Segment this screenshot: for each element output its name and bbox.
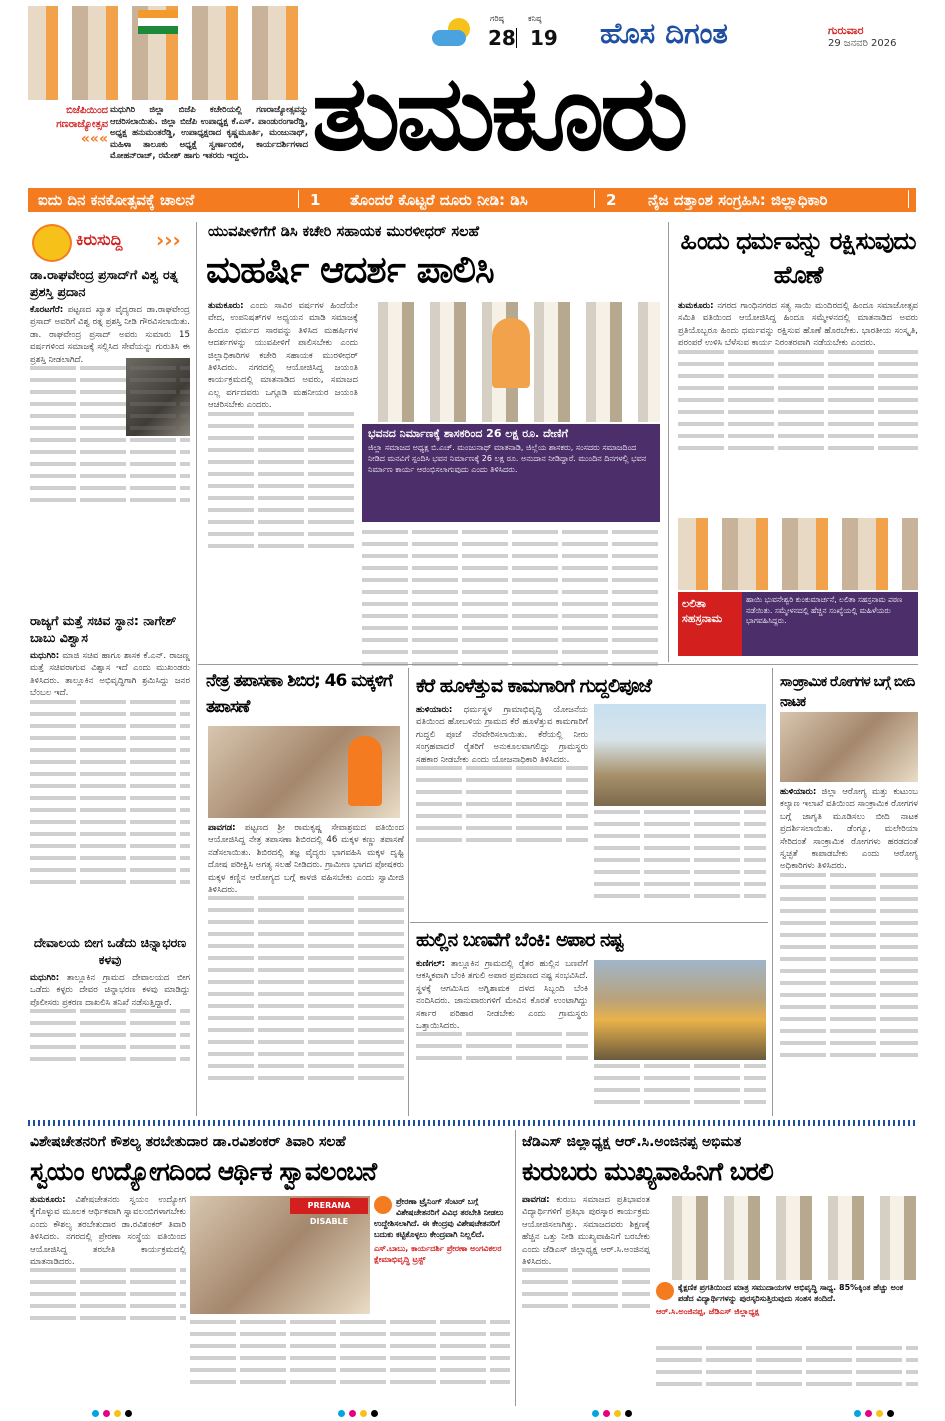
hand-icon	[32, 224, 72, 262]
eye-camp-photo	[208, 726, 400, 818]
registration-marks-far	[854, 1410, 894, 1417]
left-item-3-text: ಮಧುಗಿರಿ: ತಾಲ್ಲೂಕಿನ ಗ್ರಾಮದ ದೇವಾಲಯದ ಬೀಗ ಒಡೆದು ಕಳ್ಳರು ದೇವರ ಚಿನ್ನಾಭರಣ ಕಳವು ಮಾಡಿದ್ದು ಪೊಲೀಸರು ಪ್ರಕರಣ ದಾಖಲಿಸಿ ತನಿಖೆ ನಡೆಸುತ್ತಿದ್ದಾರೆ.	[30, 972, 190, 1112]
bottom-left-text-col2	[190, 1320, 510, 1404]
right-text: ತುಮಕೂರು: ನಗರದ ಗಾಂಧಿನಗರದ ಸತ್ಯ ಸಾಯಿ ಮಂದಿರದಲ್ಲಿ ಹಿಂದೂ ಸಮಾಜೋತ್ಸವ ಸಮಿತಿ ವತಿಯಿಂದ ಆಯೋಜಿಸಿದ್ದ ಹಿಂದೂ ಸಮ್ಮೇಳನದಲ್ಲಿ ಮಾತನಾಡಿದ ಅವರು ಪ್ರತಿಯೊಬ್ಬರೂ ಹಿಂದು ಧರ್ಮವನ್ನು ರಕ್ಷಿಸುವ ಹೊಣೆ ಹೊರಬೇಕು. ಭಾರತೀಯ ಸಂಸ್ಕೃತಿ, ಪರಂಪರೆ ಉಳಿಸಿ ಬೆಳೆಸುವ ಕಾರ್ಯ ನಿರಂತರವಾಗಿ ನಡೆಯಬೇಕು ಎಂದರು.	[678, 300, 918, 512]
brand-logo: ಹೊಸ ದಿಗಂತ	[600, 16, 728, 50]
right-headline: ಹಿಂದು ಧರ್ಮವನ್ನು ರಕ್ಷಿಸುವುದು ಹೊಣೆ	[680, 227, 916, 289]
lake-text-col1: ಹುಳಿಯಾರು: ಧರ್ಮಸ್ಥಳ ಗ್ರಾಮಾಭಿವೃದ್ಧಿ ಯೋಜನೆಯ ವತಿಯಿಂದ ಹೋಬಳಿಯ ಗ್ರಾಮದ ಕೆರೆ ಹೂಳೆತ್ತುವ ಕಾಮಗಾರಿಗೆ ಗುದ್ದಲಿ ಪೂಜೆ ನೆರವೇರಿಸಲಾಯಿತು. ಕೆರೆಯಲ್ಲಿ ನೀರು ಸಂಗ್ರಹವಾದರೆ ರೈತರಿಗೆ ಅನುಕೂಲವಾಗಲಿದ್ದು ಗ್ರಾಮಸ್ಥರು ಸಹಕಾರ ನೀಡಬೇಕು ಎಂದು ಯೋಜನಾಧಿಕಾರಿ ತಿಳಿಸಿದರು.	[416, 704, 588, 918]
drama-headline: ಸಾಂಕ್ರಾಮಿಕ ರೋಗಗಳ ಬಗ್ಗೆ ಬೀದಿ ನಾಟಕ	[780, 674, 915, 710]
bottom-right-headline: ಕುರುಬರು ಮುಖ್ಯವಾಹಿನಿಗೆ ಬರಲಿ	[522, 1157, 773, 1186]
ticker-item-2[interactable]: ತೊಂದರೆ ಕೊಟ್ಟರೆ ದೂರು ನೀಡಿ: ಡಿಸಿ	[350, 191, 528, 209]
kirusuddi-banner: ಕಿರುಸುದ್ದಿ ›››	[28, 220, 188, 262]
min-temp: 19	[530, 26, 558, 50]
headline-ticker	[28, 188, 931, 212]
drama-photo	[780, 712, 918, 782]
bottom-left-text-col1: ತುಮಕೂರು: ವಿಶೇಷಚೇತನರು ಸ್ವಯಂ ಉದ್ಯೋಗ ಕೈಗೊಳ್ಳುವ ಮೂಲಕ ಆರ್ಥಿಕವಾಗಿ ಸ್ವಾವಲಂಬಿಗಳಾಗಬೇಕು ಎಂದು ಕೌಶಲ್ಯ ತರಬೇತುದಾರ ಡಾ.ರವಿಶಂಕರ್ ತಿವಾರಿ ತಿಳಿಸಿದರು. ನಗರದಲ್ಲಿ ಪ್ರೇರಣಾ ಸಂಸ್ಥೆಯ ವತಿಯಿಂದ ಆಯೋಜಿಸಿದ್ದ ತರಬೇತಿ ಕಾರ್ಯಕ್ರಮದಲ್ಲಿ ಮಾತನಾಡಿದರು.	[30, 1194, 186, 1404]
bottom-right-highlight: ಕೈಕ್ಷಣಿಕ ಪ್ರಗತಿಯಿಂದ ಮಾತ್ರ ಸಮುದಾಯಗಳ ಅಭಿವೃದ್ಧಿ ಸಾಧ್ಯ. 85%ಕ್ಕಿಂತ ಹೆಚ್ಚು ಅಂಕ ಪಡೆದ ವಿದ್ಯಾರ್ಥಿಗಳನ್ನು ಪುರಸ್ಕರಿಸುತ್ತಿರುವುದು ಸಂತಸ ತಂದಿದೆ. ಆರ್.ಸಿ.ಅಂಜಿನಪ್ಪ, ಜೆಡಿಎಸ್ ಜಿಲ್ಲಾಧ್ಯಕ್ಷ	[656, 1283, 904, 1316]
lead-photo	[362, 302, 660, 422]
lead-text-col1: ತುಮಕೂರು: ಎಂದು ಸಾವಿರ ವರ್ಷಗಳ ಹಿಂದೆಯೇ ವೇದ, ಉಪನಿಷತ್‌ಗಳ ಅಧ್ಯಯನ ಮಾಡಿ ಸಮಾಜಕ್ಕೆ ಹಿಂದೂ ಧರ್ಮದ ಸಾರವನ್ನು ತಿಳಿಸಿದ ಮಹರ್ಷಿಗಳ ಆದರ್ಶಗಳನ್ನು ಯುವಪೀಳಿಗೆ ಪಾಲಿಸಬೇಕು ಎಂದು ಜಿಲ್ಲಾಧಿಕಾರಿಗಳ ಕಚೇರಿ ಸಹಾಯಕ ಮುರಳೀಧರ್ ತಿಳಿಸಿದರು. ನಗರದಲ್ಲಿ ಆಯೋಜಿಸಿದ್ದ ಜಯಂತಿ ಕಾರ್ಯಕ್ರಮದಲ್ಲಿ ಮಾತನಾಡಿದ ಅವರು, ಸಮಾಜದ ಎಲ್ಲ ವರ್ಗದವರು ಒಗ್ಗೂಡಿ ಮಹನೀಯರ ಜಯಂತಿ ಆಚರಿಸಬೇಕು ಎಂದರು.	[208, 300, 358, 640]
bottom-left-highlight: ಪ್ರೇರಣಾ ಟ್ರೈನಿಂಗ್ ಸೆಂಟರ್ ಬಗ್ಗೆ ವಿಶೇಷಚೇತನರಿಗೆ ವಿವಿಧ ತರಬೇತಿ ನೀಡಲು ಉದ್ದೇಶಿಸಲಾಗಿದೆ. ಈ ಕೇಂದ್ರವು ವಿಶೇಷಚೇತನರಿಗೆ ಬದುಕು ಕಟ್ಟಿಕೊಳ್ಳಲು ಕೇಂದ್ರವಾಗಿ ನಿಲ್ಲಲಿದೆ. ಎಸ್.ಬಾಬು, ಕಾರ್ಯದರ್ಶಿ ಪ್ರೇರಣಾ ಅಂಗವಿಕಲರ ಕ್ಷೇಮಾಭಿವೃದ್ಧಿ ಟ್ರಸ್ಟ್	[374, 1197, 504, 1264]
quote-icon	[656, 1282, 674, 1300]
statue-icon	[492, 318, 530, 388]
lead-kicker: ಯುವಪೀಳಿಗೆಗೆ ಡಿಸಿ ಕಚೇರಿ ಸಹಾಯಕ ಮುರಳೀಧರ್ ಸಲಹೆ	[208, 224, 480, 240]
bottom-right-photo	[656, 1196, 918, 1280]
bottom-right-kicker: ಜೆಡಿಎಸ್ ಜಿಲ್ಲಾಧ್ಯಕ್ಷ ಆರ್.ಸಿ.ಅಂಜಿನಪ್ಪ ಅಭಿಮತ	[522, 1134, 742, 1150]
right-photo	[678, 518, 918, 590]
registration-marks-mid	[338, 1410, 378, 1417]
fire-photo	[594, 960, 766, 1060]
eye-camp-text: ಪಾವಗಡ: ಪಟ್ಟಣದ ಶ್ರೀ ರಾಮಕೃಷ್ಣ ಸೇವಾಶ್ರಮದ ವತಿಯಿಂದ ಆಯೋಜಿಸಿದ್ದ ನೇತ್ರ ತಪಾಸಣಾ ಶಿಬಿರದಲ್ಲಿ 46 ಮಕ್ಕಳ ಕಣ್ಣು ತಪಾಸಣೆ ನಡೆಸಲಾಯಿತು. ಶಿಬಿರದಲ್ಲಿ ತಜ್ಞ ವೈದ್ಯರು ಭಾಗವಹಿಸಿ ಮಕ್ಕಳ ದೃಷ್ಟಿ ದೋಷ ಪರೀಕ್ಷಿಸಿ ಅಗತ್ಯ ಸಲಹೆ ನೀಡಿದರು. ಗ್ರಾಮೀಣ ಭಾಗದ ಪೋಷಕರು ಮಕ್ಕಳ ಕಣ್ಣಿನ ಆರೋಗ್ಯದ ಬಗ್ಗೆ ಕಾಳಜಿ ವಹಿಸಬೇಕು ಎಂದು ಸ್ವಾಮೀಜಿ ತಿಳಿಸಿದರು.	[208, 822, 404, 1114]
left-item-2-text: ಮಧುಗಿರಿ: ಮಾಜಿ ಸಚಿವ ಹಾಗೂ ಶಾಸಕ ಕೆ.ಎನ್. ರಾಜಣ್ಣ ಮತ್ತೆ ಸಚಿವರಾಗುವ ವಿಶ್ವಾಸ ಇದೆ ಎಂದು ಮುಖಂಡರು ತಿಳಿಸಿದರು. ತಾಲ್ಲೂಕಿನ ಅಭಿವೃದ್ಧಿಗಾಗಿ ಶ್ರಮಿಸಿದ್ದು ಜನರ ಬೆಂಬಲ ಇದೆ.	[30, 650, 190, 928]
lake-headline: ಕೆರೆ ಹೂಳೆತ್ತುವ ಕಾಮಗಾರಿಗೆ ಗುದ್ದಲಿಪೂಜೆ	[416, 675, 652, 697]
sun-cloud-icon	[432, 18, 474, 48]
left-item-1-text: ಕೊರಟಗೆರೆ: ಪಟ್ಟಣದ ಖ್ಯಾತ ವೈದ್ಯರಾದ ಡಾ.ರಾಘವೇಂದ್ರ ಪ್ರಸಾದ್ ಅವರಿಗೆ ವಿಶ್ವ ರತ್ನ ಪ್ರಶಸ್ತಿ ನೀಡಿ ಗೌರವಿಸಲಾಯಿತು. ಡಾ. ರಾಘವೇಂದ್ರ ಪ್ರಸಾದ್ ಅವರು ಸುಮಾರು 15 ವರ್ಷಗಳಿಂದ ಸಮಾಜಕ್ಕೆ ಸಲ್ಲಿಸಿದ ಸೇವೆಯನ್ನು ಗುರುತಿಸಿ ಈ ಪ್ರಶಸ್ತಿ ನೀಡಲಾಗಿದೆ.	[30, 304, 190, 604]
left-item-3-headline: ದೇವಾಲಯ ಬೀಗ ಒಡೆದು ಚಿನ್ನಾಭರಣ ಕಳವು	[33, 935, 187, 967]
fire-text: ಕುಣಿಗಲ್: ತಾಲ್ಲೂಕಿನ ಗ್ರಾಮದಲ್ಲಿ ರೈತರ ಹುಲ್ಲಿನ ಬಣವೆಗೆ ಆಕಸ್ಮಿಕವಾಗಿ ಬೆಂಕಿ ತಗುಲಿ ಅಪಾರ ಪ್ರಮಾಣದ ನಷ್ಟ ಸಂಭವಿಸಿದೆ. ಸ್ಥಳಕ್ಕೆ ಆಗಮಿಸಿದ ಅಗ್ನಿಶಾಮಕ ದಳದ ಸಿಬ್ಬಂದಿ ಬೆಂಕಿ ನಂದಿಸಿದರು. ಜಾನುವಾರುಗಳಿಗೆ ಮೇವಿನ ಕೊರತೆ ಉಂಟಾಗಿದ್ದು ಸರ್ಕಾರ ಪರಿಹಾರ ನೀಡಬೇಕು ಎಂದು ಗ್ರಾಮಸ್ಥರು ಒತ್ತಾಯಿಸಿದರು.	[416, 958, 588, 1116]
bottom-right-text-col1: ಪಾವಗಡ: ಕುರುಬ ಸಮಾಜದ ಪ್ರತಿಭಾವಂತ ವಿದ್ಯಾರ್ಥಿಗಳಿಗೆ ಪ್ರತಿಭಾ ಪುರಸ್ಕಾರ ಕಾರ್ಯಕ್ರಮ ಆಯೋಜಿಸಲಾಗಿತ್ತು. ಸಮಾಜದವರು ಶಿಕ್ಷಣಕ್ಕೆ ಹೆಚ್ಚಿನ ಒತ್ತು ನೀಡಿ ಮುಖ್ಯವಾಹಿನಿಗೆ ಬರಬೇಕು ಎಂದು ಜೆಡಿಎಸ್ ಜಿಲ್ಲಾಧ್ಯಕ್ಷ ಆರ್.ಸಿ.ಅಂಜಿನಪ್ಪ ತಿಳಿಸಿದರು.	[522, 1194, 650, 1404]
registration-marks-right	[592, 1410, 632, 1417]
ticker-item-3[interactable]: ನೈಜ ದತ್ತಾಂಶ ಸಂಗ್ರಹಿಸಿ: ಜಿಲ್ಲಾಧಿಕಾರಿ	[648, 191, 828, 209]
top-story-text: ಮಧುಗಿರಿ ಜಿಲ್ಲಾ ಬಿಜೆಪಿ ಕಚೇರಿಯಲ್ಲಿ ಗಣರಾಜ್ಯೋತ್ಸವನ್ನು ಆಚರಿಸಲಾಯಿತು. ಜಿಲ್ಲಾ ಬಿಜೆಪಿ ಉಪಾಧ್ಯಕ್ಷ ಕೆ.ಎಸ್. ಪಾಂಡುರಂಗಾರೆಡ್ಡಿ, ಅಧ್ಯಕ್ಷ ಹನುಮಂತರೆಡ್ಡಿ, ಉಪಾಧ್ಯಕ್ಷರಾದ ಕೃಷ್ಣಮೂರ್ತಿ, ಮಂಜುನಾಥ್, ಮಹಿಳಾ ತಾಲೂಕು ಅಧ್ಯಕ್ಷೆ ಸ್ವರ್ಣಾಂಬಿಕ, ಕಾರ್ಯದರ್ಶಿಗಳಾದ ಮೋಹನ್‌ರಾಜ್, ರಮೇಶ್ ಹಾಗು ಇತರರು ಇದ್ದರು.	[110, 104, 308, 161]
bottom-right-text-col2	[656, 1346, 918, 1404]
fire-text-col2	[594, 1064, 766, 1114]
section-divider	[28, 1120, 916, 1126]
ticker-item-1[interactable]: ಐದು ದಿನ ಕನಕೋತ್ಸವಕ್ಕೆ ಚಾಲನೆ	[38, 191, 195, 209]
max-temp: 28	[488, 26, 516, 50]
ticker-page-1: 1	[310, 191, 321, 209]
flag-icon	[138, 10, 178, 34]
right-photo-caption: ಲಲಿತಾ ಸಹಸ್ರನಾಮ ಹಾಯಿ ಭುವನೇಶ್ವರಿ ಕುಂಕುಮಾರ್ಚನೆ, ಲಲಿತಾ ಸಹಸ್ರನಾಮ ಪಠಣ ನಡೆಯಿತು. ಸಮ್ಮೇಳನದಲ್ಲಿ ಹೆಚ್ಚಿನ ಸಂಖ್ಯೆಯಲ್ಲಿ ಮಹಿಳೆಯರು ಭಾಗವಹಿಸಿದ್ದರು.	[678, 592, 918, 656]
eye-camp-headline: ನೇತ್ರ ತಪಾಸಣಾ ಶಿಬಿರ; 46 ಮಕ್ಕಳಿಗೆ ತಪಾಸಣೆ	[206, 671, 392, 717]
drama-text: ಹುಳಿಯಾರು: ಜಿಲ್ಲಾ ಆರೋಗ್ಯ ಮತ್ತು ಕುಟುಂಬ ಕಲ್ಯಾಣ ಇಲಾಖೆ ವತಿಯಿಂದ ಸಾಂಕ್ರಾಮಿಕ ರೋಗಗಳ ಬಗ್ಗೆ ಜಾಗೃತಿ ಮೂಡಿಸಲು ಬೀದಿ ನಾಟಕ ಪ್ರದರ್ಶಿಸಲಾಯಿತು. ಡೆಂಗ್ಯೂ, ಮಲೇರಿಯಾ ಸೇರಿದಂತೆ ಸಾಂಕ್ರಾಮಿಕ ರೋಗಗಳು ಹರಡದಂತೆ ಸ್ವಚ್ಛತೆ ಕಾಪಾಡಬೇಕು ಎಂದು ಆರೋಗ್ಯ ಅಧಿಕಾರಿಗಳು ತಿಳಿಸಿದರು.	[780, 786, 918, 1116]
left-item-1-headline: ಡಾ.ರಾಘವೇಂದ್ರ ಪ್ರಸಾದ್‌ಗೆ ವಿಶ್ವ ರತ್ನ ಪ್ರಶಸ್ತಿ ಪ್ರದಾನ	[30, 267, 178, 299]
ticker-page-2: 2	[606, 191, 617, 209]
fire-headline: ಹುಲ್ಲಿನ ಬಣವೆಗೆ ಬೆಂಕಿ: ಅಪಾರ ನಷ್ಟ	[416, 929, 623, 951]
lake-text-col2	[594, 810, 766, 918]
city-title: ತುಮಕೂರು	[312, 52, 685, 174]
issue-date: 29 ಜನವರಿ 2026	[828, 38, 897, 49]
top-story-label: ಬಿಜೆಪಿಯಿಂದ ಗಣರಾಜ್ಯೋತ್ಸವ «««	[28, 104, 108, 154]
max-temp-label: ಗರಿಷ್ಠ	[490, 14, 504, 23]
chevron-left-icon: «««	[80, 131, 108, 147]
lead-text-col2	[362, 530, 660, 650]
issue-day: ಗುರುವಾರ	[828, 24, 864, 37]
top-story-photo	[28, 6, 303, 100]
bottom-left-photo	[190, 1196, 370, 1314]
ticker-page-3: 4	[920, 191, 931, 209]
chevron-right-icon: ›››	[156, 228, 181, 252]
left-item-2-headline: ರಾಜ್ಯಗೆ ಮತ್ತೆ ಸಚಿವ ಸ್ಥಾನ: ನಾಗೇಶ್ ಬಾಬು ವಿಶ್ವಾಸ	[30, 613, 177, 645]
lead-headline: ಮಹರ್ಷಿ ಆದರ್ಶ ಪಾಲಿಸಿ	[206, 248, 494, 291]
quote-icon	[374, 1196, 392, 1214]
bottom-left-kicker: ವಿಶೇಷಚೇತನರಿಗೆ ಕೌಶಲ್ಯ ತರಬೇತುದಾರ ಡಾ.ರವಿಶಂಕರ್ ತಿವಾರಿ ಸಲಹೆ	[30, 1134, 346, 1150]
lead-photo-caption: ಭವನದ ನಿರ್ಮಾಣಕ್ಕೆ ಶಾಸಕರಿಂದ 26 ಲಕ್ಷ ರೂ. ದೇಣಿಗೆ ಜಿಲ್ಲಾ ಸಮಾಜದ ಅಧ್ಯಕ್ಷ ಬಿ.ಎಚ್. ಮಂಜುನಾಥ್ ಮಾತನಾಡಿ, ಜಿಲ್ಲೆಯ ಶಾಸಕರು, ಸಂಸದರು ಸಮಾಜದಿಂದ ನೀಡಿದ ಮನವಿಗೆ ಸ್ಪಂದಿಸಿ ಭವನ ನಿರ್ಮಾಣಕ್ಕೆ 26 ಲಕ್ಷ ರೂ. ಅನುದಾನ ನೀಡಿದ್ದಾರೆ. ಮುಂದಿನ ದಿನಗಳಲ್ಲಿ ಭವನ ನಿರ್ಮಾಣ ಕಾರ್ಯ ಆರಂಭಿಸಲಾಗುವುದು ಎಂದು ತಿಳಿಸಿದರು.	[362, 424, 660, 522]
prerana-sign: PRERANA DISABLE	[290, 1198, 368, 1214]
bottom-left-headline: ಸ್ವಯಂ ಉದ್ಯೋಗದಿಂದ ಆರ್ಥಿಕ ಸ್ವಾವಲಂಬನೆ	[30, 1157, 377, 1186]
min-temp-label: ಕನಿಷ್ಠ	[528, 14, 542, 23]
swami-icon	[348, 736, 382, 806]
lake-photo	[594, 704, 766, 806]
registration-marks-left	[92, 1410, 132, 1417]
